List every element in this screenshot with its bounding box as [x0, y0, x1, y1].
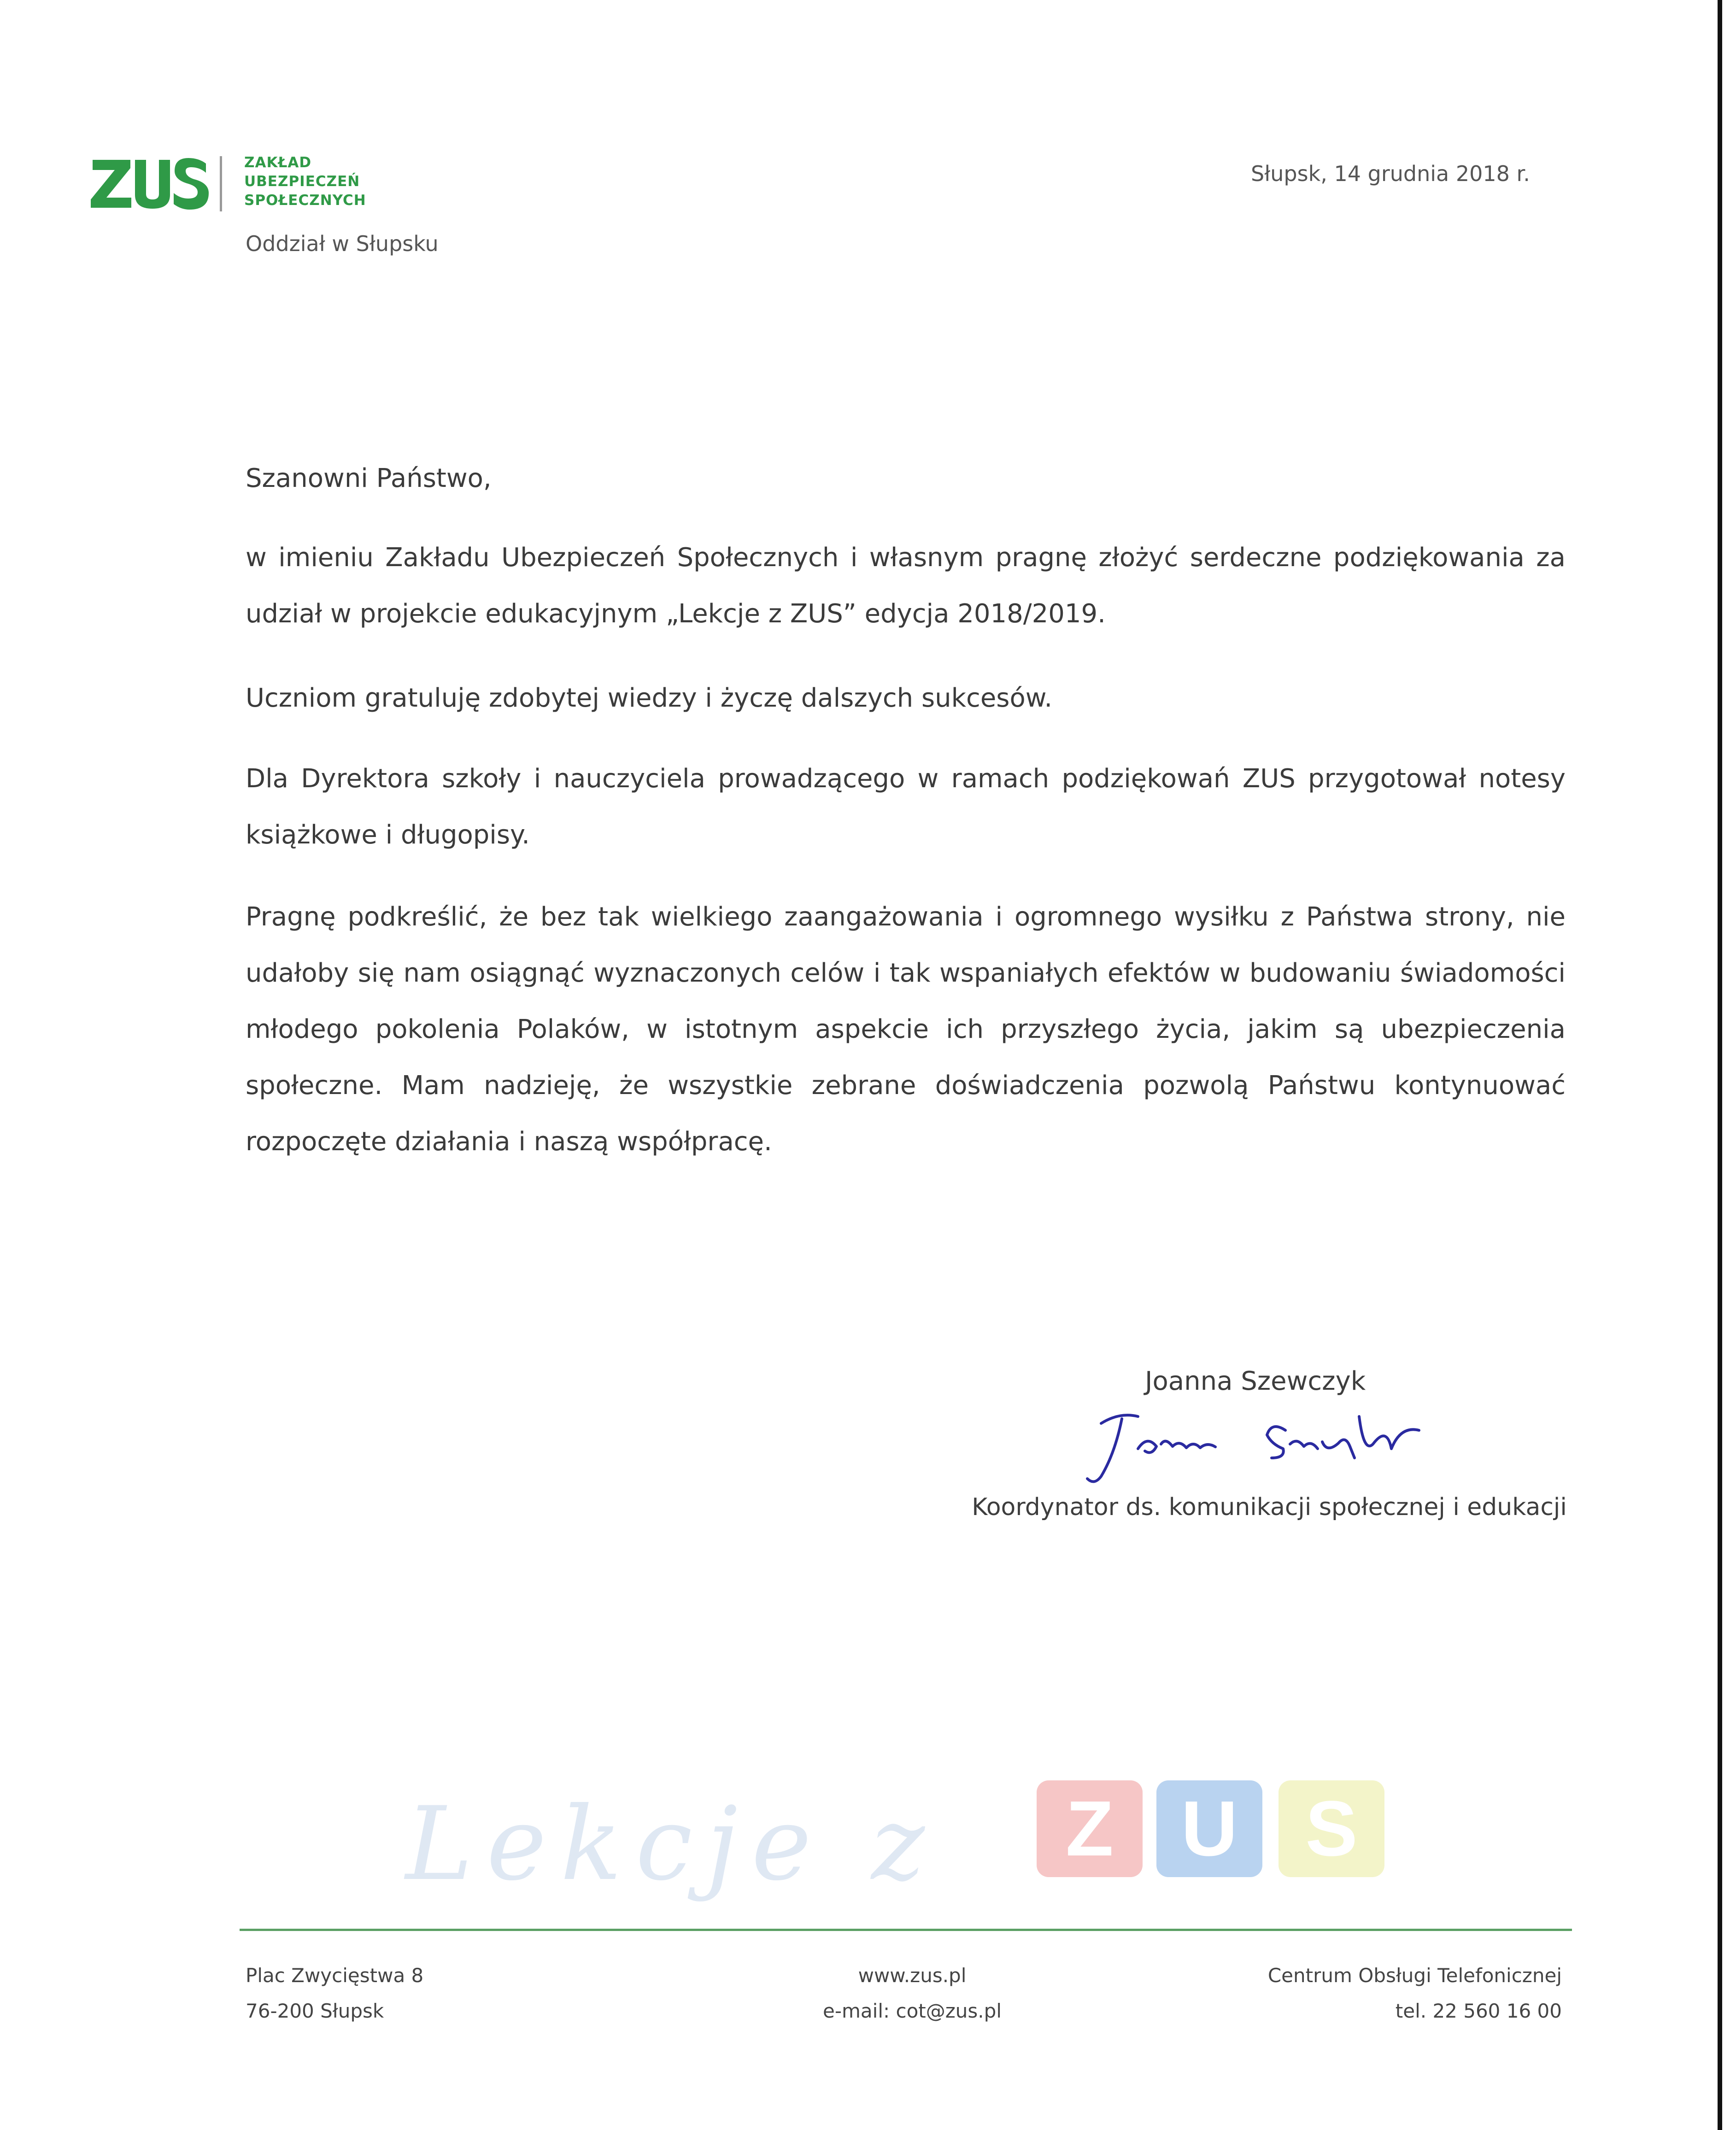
- paragraph-text: Pragnę podkreślić, że bez tak wielkiego zaangażowania i ogromnego wysiłku z Państwa strony, nie udałoby się nam osiągnąć wyznaczonych celów i tak wspaniałych efektów w budowaniu świadomości młodego pokolenia Polaków, w istotnym aspekcie ich przyszłego życia, jakim są ubezpieczenia społeczne. Mam nadzieję, że wszystkie zebrane doświadczenia pozwolą Państwu kontynuować rozpoczęte działania i naszą współpracę.: [246, 902, 1566, 1157]
- zus-logo-mark-icon: [90, 150, 210, 214]
- signer-title: Koordynator ds. komunikacji społecznej i edukacji: [972, 1493, 1567, 1521]
- paragraph-text: Uczniom gratuluję zdobytej wiedzy i życzę dalszych sukcesów.: [246, 683, 1053, 713]
- paragraph-text: w imieniu Zakładu Ubezpieczeń Społecznych i własnym pragnę złożyć serdeczne podziękowania za udział w projekcie edukacyjnym „Lekcje z ZUS” edycja 2018/2019.: [246, 543, 1566, 629]
- paragraph-text: Dla Dyrektora szkoły i nauczyciela prowadzącego w ramach podziękowań ZUS przygotował notesy książkowe i długopisy.: [246, 764, 1566, 850]
- email-link[interactable]: e-mail: cot@zus.pl: [823, 2000, 1002, 2022]
- handwritten-signature: [1069, 1398, 1474, 1495]
- logo-institution-name: ZAKŁAD UBEZPIECZEŃ SPOŁECZNYCH: [244, 154, 366, 209]
- phone-number: tel. 22 560 16 00: [1395, 2000, 1562, 2022]
- scan-edge: [1718, 0, 1722, 2130]
- letter-paragraph: [246, 670, 1566, 726]
- signer-name: Joanna Szewczyk: [1145, 1366, 1366, 1396]
- watermark-tile-s: S: [1279, 1780, 1384, 1877]
- branch-name: Oddział w Słupsku: [246, 231, 439, 256]
- footer-web: [737, 1958, 1087, 2029]
- phone-center-label: Centrum Obsługi Telefonicznej: [1267, 1964, 1562, 1987]
- watermark-text: Lekcje z: [405, 1785, 939, 1903]
- footer-address: [246, 1958, 423, 2029]
- address-city: 76-200 Słupsk: [246, 2000, 384, 2022]
- logo-separator: [220, 156, 222, 211]
- letter-paragraph: [246, 751, 1566, 863]
- letter-paragraph: [246, 889, 1566, 1170]
- watermark-tile-z: Z: [1037, 1780, 1143, 1877]
- greeting-text: Szanowni Państwo,: [246, 463, 492, 493]
- footer-phone: [1143, 1958, 1562, 2029]
- address-street: Plac Zwycięstwa 8: [246, 1964, 424, 1987]
- letter-date: Słupsk, 14 grudnia 2018 r.: [1251, 161, 1530, 186]
- footer-divider: [240, 1929, 1572, 1931]
- letter-greeting: [246, 451, 1566, 507]
- letter-paragraph: [246, 530, 1566, 642]
- watermark-tile-u: U: [1156, 1780, 1262, 1877]
- website-link[interactable]: www.zus.pl: [858, 1964, 967, 1987]
